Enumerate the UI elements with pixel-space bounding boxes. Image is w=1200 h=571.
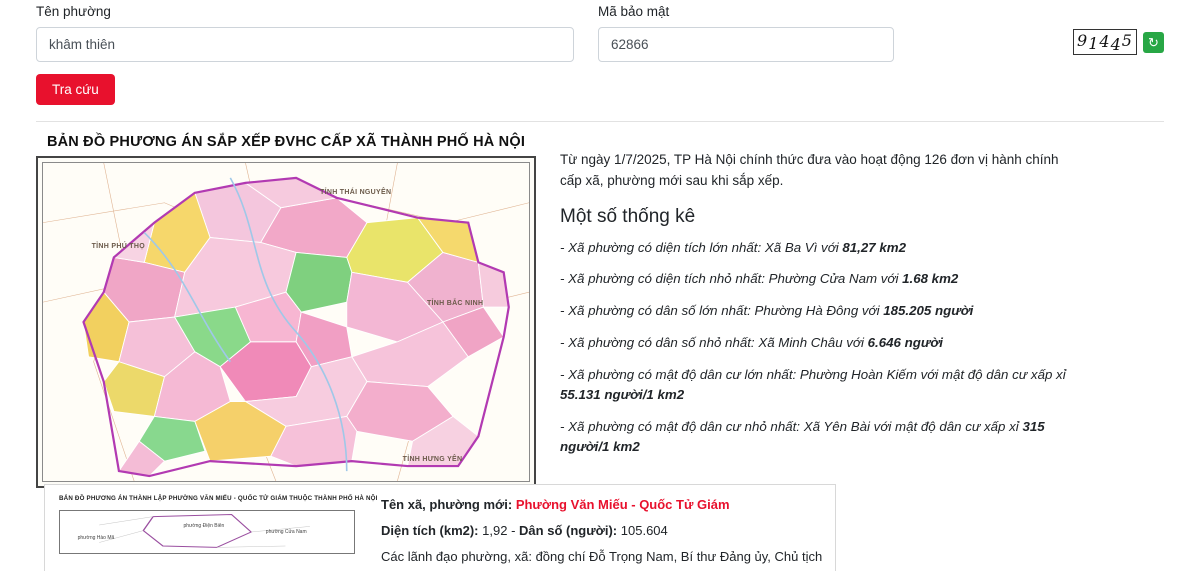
stat-value: 81,27 km2 bbox=[842, 239, 906, 255]
result-map-svg bbox=[60, 511, 354, 553]
captcha-char-3: 4 bbox=[1099, 31, 1111, 51]
result-area-pop-line bbox=[381, 523, 825, 538]
result-population-value: 105.604 bbox=[620, 523, 668, 538]
map-canvas bbox=[42, 162, 530, 482]
stat-value: 185.205 người bbox=[883, 303, 974, 319]
stat-text: - Xã phường có mật độ dân cư lớn nhất: Phường Hoàn Kiếm với mật độ dân cư xấp xỉ bbox=[560, 367, 1066, 383]
ward-label: Tên phường bbox=[36, 4, 111, 19]
captcha-field-group bbox=[598, 4, 894, 62]
stat-value: 6.646 người bbox=[867, 335, 943, 351]
captcha-label: Mã bảo mật bbox=[598, 4, 670, 19]
result-leaders-line bbox=[381, 549, 825, 564]
map-title: BẢN ĐỒ PHƯƠNG ÁN SẮP XẾP ĐVHC CẤP XÃ THÀNH PHỐ HÀ NỘI bbox=[46, 134, 526, 151]
result-details bbox=[365, 485, 835, 571]
result-leaders-value: đồng chí Đỗ Trọng Nam, Bí thư Đảng ủy, Chủ tịch bbox=[535, 549, 823, 564]
captcha-input[interactable] bbox=[598, 27, 894, 62]
result-map-title: BẢN ĐỒ PHƯƠNG ÁN THÀNH LẬP PHƯỜNG VĂN MIẾU - QUỐC TỬ GIÁM THUỘC THÀNH PHỐ HÀ NỘI bbox=[59, 495, 378, 502]
province-label-thai-nguyen: TỈNH THÁI NGUYÊN bbox=[320, 188, 392, 196]
result-name-label: Tên xã, phường mới: bbox=[381, 497, 513, 512]
stat-text: - Xã phường có dân số nhỏ nhất: Xã Minh Châu với bbox=[560, 335, 868, 351]
stat-highest-density bbox=[560, 365, 1080, 405]
result-area-label: Diện tích (km2): bbox=[381, 523, 479, 538]
intro-text: Từ ngày 1/7/2025, TP Hà Nội chính thức đưa vào hoạt động 126 đơn vị hành chính cấp xã, phường mới sau khi sắp xếp. bbox=[560, 151, 1059, 188]
stat-text: - Xã phường có diện tích lớn nhất: Xã Ba Vì với bbox=[560, 239, 843, 255]
province-label-bac-ninh: TỈNH BẮC NINH bbox=[426, 299, 484, 307]
stat-value: 1.68 km2 bbox=[902, 271, 959, 287]
captcha-char-4: 4 bbox=[1110, 34, 1122, 54]
result-name-value: Phường Văn Miếu - Quốc Tử Giám bbox=[515, 497, 730, 512]
result-population-label: Dân số (người): bbox=[519, 523, 618, 538]
captcha-char-2: 1 bbox=[1088, 33, 1100, 53]
stat-text: - Xã phường có diện tích nhỏ nhất: Phường Cửa Nam với bbox=[560, 271, 903, 287]
captcha-char-5: 5 bbox=[1121, 30, 1133, 50]
result-card bbox=[44, 484, 836, 571]
stats-heading: Một số thống kê bbox=[560, 205, 696, 227]
captcha-char-1: 9 bbox=[1077, 30, 1089, 50]
result-map-column bbox=[45, 485, 378, 571]
lookup-form bbox=[0, 0, 1200, 62]
captcha-image bbox=[1073, 29, 1137, 55]
stat-smallest-population bbox=[560, 333, 1080, 353]
province-label-phu-tho: TỈNH PHÚ THỌ bbox=[91, 242, 145, 250]
stat-value: 315 người/1 km2 bbox=[560, 419, 1045, 455]
province-label-hung-yen: TỈNH HƯNG YÊN bbox=[402, 455, 463, 463]
result-name-line bbox=[381, 497, 825, 512]
stat-largest-population bbox=[560, 301, 1080, 321]
stat-text: - Xã phường có dân số lớn nhất: Phường Hà Đông với bbox=[560, 303, 884, 319]
stats-column bbox=[560, 134, 1164, 488]
result-map-label-cua-nam: phường Cửa Nam bbox=[265, 528, 307, 535]
stat-largest-area bbox=[560, 238, 1080, 258]
ward-field-group bbox=[36, 4, 574, 62]
map-column bbox=[36, 134, 536, 488]
result-map-label-dien-bien: phường Điện Biên bbox=[183, 522, 225, 529]
hanoi-map[interactable] bbox=[36, 156, 536, 488]
ward-input[interactable] bbox=[36, 27, 574, 62]
result-map-label-hao-ma: phường Hào Mã bbox=[77, 534, 115, 541]
content-area bbox=[0, 122, 1200, 488]
captcha-area bbox=[1073, 29, 1164, 55]
refresh-captcha-icon[interactable]: ↻ bbox=[1143, 32, 1164, 53]
submit-row bbox=[0, 62, 1200, 105]
stat-value: 55.131 người/1 km2 bbox=[560, 387, 685, 403]
stat-lowest-density bbox=[560, 417, 1080, 457]
result-leaders-label: Các lãnh đạo phường, xã: bbox=[381, 549, 532, 564]
result-area-value: 1,92 bbox=[482, 523, 508, 538]
map-svg bbox=[43, 163, 529, 481]
lookup-button[interactable]: Tra cứu bbox=[36, 74, 115, 105]
result-map[interactable] bbox=[59, 510, 355, 554]
stat-smallest-area bbox=[560, 269, 1080, 289]
stat-text: - Xã phường có mật độ dân cư nhỏ nhất: Xã Yên Bài với mật độ dân cư xấp xỉ bbox=[560, 419, 1023, 435]
result-separator: - bbox=[511, 523, 516, 538]
